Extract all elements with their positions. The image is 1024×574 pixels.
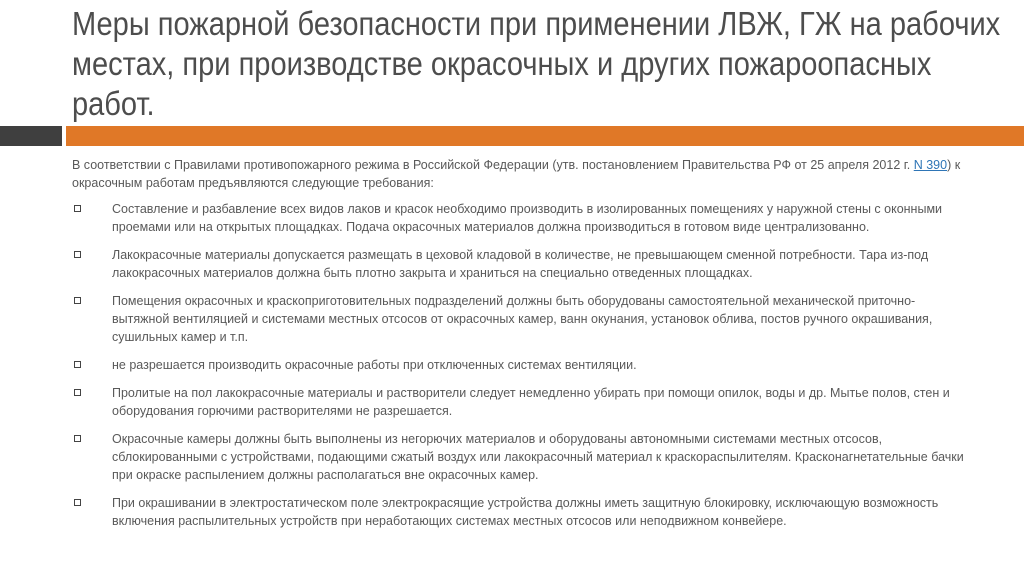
requirements-list <box>72 200 972 530</box>
slide-body <box>72 156 972 540</box>
title-divider-dark <box>0 126 62 146</box>
slide-title-line: работ. <box>72 85 155 122</box>
list-item-text: Помещения окрасочных и краскоприготовительных подразделений должны быть оборудованы самостоятельной механической приточно-вытяжной вентиляцией и системами местных отсосов от окрасочных камер, ванн окунания, установок облива, постов ручного окрашивания, сушильных камер и т.п. <box>112 294 933 344</box>
square-bullet-icon <box>74 389 81 396</box>
square-bullet-icon <box>74 297 81 304</box>
title-divider-orange <box>66 126 1024 146</box>
intro-text-start: В соответствии с Правилами противопожарного режима в Российской Федерации (утв. постановлением Правительства РФ от 25 апреля 2012 г. <box>72 158 914 172</box>
square-bullet-icon <box>74 361 81 368</box>
slide-title-line: Меры пожарной безопасности при применении ЛВЖ, ГЖ на рабочих <box>72 5 1001 42</box>
intro-text-end: ) к окрасочным работам предъявляются следующие требования: <box>72 158 961 190</box>
list-item <box>72 292 972 346</box>
slide-title <box>72 4 1001 124</box>
regulation-link[interactable]: N 390 <box>913 158 948 172</box>
list-item <box>72 200 972 236</box>
list-item <box>72 356 972 374</box>
list-item <box>72 494 972 530</box>
list-item-text: Окрасочные камеры должны быть выполнены из негорючих материалов и оборудованы автономными системами местных отсосов, сблокированными с устройствами, подающими сжатый воздух или лакокрасочный материал к краскораспылителям. Красконагнетательные бачки при окраске распылением должны располагаться вне окрасочных камер. <box>112 432 964 482</box>
list-item <box>72 430 972 484</box>
list-item-text: Лакокрасочные материалы допускается размещать в цеховой кладовой в количестве, не превышающем сменной потребности. Тара из-под лакокрасочных материалов должна быть плотно закрыта и храниться на специально отведенных площадках. <box>112 248 929 280</box>
intro-paragraph <box>72 156 972 192</box>
list-item <box>72 384 972 420</box>
list-item-text: Составление и разбавление всех видов лаков и красок необходимо производить в изолированных помещениях у наружной стены с оконными проемами или на открытых площадках. Подача окрасочных материалов должна производиться в готовом виде централизованно. <box>112 202 943 234</box>
list-item-text: не разрешается производить окрасочные работы при отключенных системах вентиляции. <box>112 358 637 372</box>
square-bullet-icon <box>74 205 81 212</box>
list-item-text: При окрашивании в электростатическом поле электрокрасящие устройства должны иметь защитную блокировку, исключающую возможность включения распылительных устройств при неработающих системах местных отсосов или неподвижном конвейере. <box>112 496 939 528</box>
square-bullet-icon <box>74 251 81 258</box>
square-bullet-icon <box>74 435 81 442</box>
list-item <box>72 246 972 282</box>
list-item-text: Пролитые на пол лакокрасочные материалы и растворители следует немедленно убирать при помощи опилок, воды и др. Мытье полов, стен и оборудования горючими растворителями не разрешается. <box>112 386 950 418</box>
slide-title-line: местах, при производстве окрасочных и других пожароопасных <box>72 45 932 82</box>
square-bullet-icon <box>74 499 81 506</box>
